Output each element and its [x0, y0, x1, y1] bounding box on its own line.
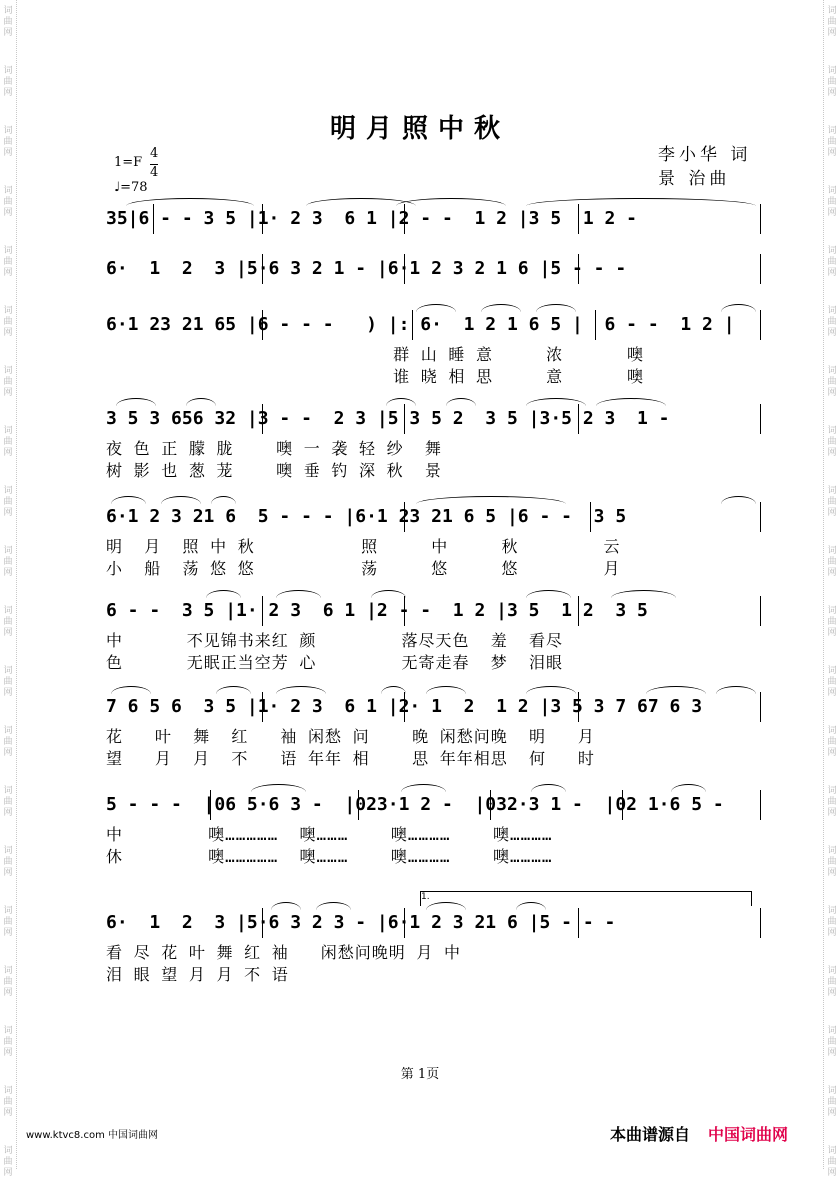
watermark-text: 词 曲 网 — [3, 1026, 13, 1058]
lyrics-line: 色 无眠正当空芳 心 无寄走春 梦 泪眼 — [106, 653, 564, 672]
time-signature-top: 4 — [150, 146, 159, 161]
watermark-text: 词 曲 网 — [827, 906, 837, 938]
watermark-text: 词 曲 网 — [3, 306, 13, 338]
bar-line — [578, 692, 579, 722]
lyrics-line: 夜 色 正 朦 胧 噢 一 袭 轻 纱 舞 — [106, 439, 442, 458]
watermark-text: 词 曲 网 — [3, 426, 13, 458]
bar-line — [578, 204, 579, 234]
bar-line — [760, 204, 761, 234]
watermark-text: 词 曲 网 — [827, 486, 837, 518]
time-signature-bottom: 4 — [150, 165, 159, 180]
lyricist-credit: 李小华 词 — [658, 145, 752, 165]
right-watermark-strip — [823, 0, 840, 1178]
score-system — [106, 598, 766, 674]
lyrics-line: 树 影 也 葱 茏 噢 垂 钓 深 秋 景 — [106, 461, 442, 480]
lyrics-line: 花 叶 舞 红 袖 闲愁 问 晚 闲愁问晚 明 月 — [106, 727, 595, 746]
slur-mark — [271, 902, 301, 910]
slur-mark — [316, 902, 351, 910]
bar-line — [262, 692, 263, 722]
slur-mark — [216, 686, 251, 694]
slur-mark — [116, 398, 156, 406]
watermark-text: 词 曲 网 — [3, 126, 13, 158]
slur-mark — [276, 686, 326, 694]
watermark-text: 词 曲 网 — [827, 186, 837, 218]
bar-line — [578, 596, 579, 626]
watermark-text: 词 曲 网 — [827, 666, 837, 698]
watermark-text: 词 曲 网 — [827, 726, 837, 758]
notation-line: 6· 1 2 3 |5·6 3 2 3 - |6·1 2 3 21 6 |5 - - - — [106, 912, 616, 933]
score-system — [106, 504, 766, 580]
slur-mark — [401, 784, 446, 792]
watermark-text: 词 曲 网 — [827, 1026, 837, 1058]
lyrics-line: 谁 晓 相 思 意 噢 — [106, 367, 644, 386]
bar-line — [760, 790, 761, 820]
footer-site-url: www.ktvc8.com 中国词曲网 — [26, 1130, 159, 1141]
bar-line — [404, 502, 405, 532]
score-system — [106, 312, 766, 388]
watermark-text: 词 曲 网 — [3, 66, 13, 98]
watermark-text: 词 曲 网 — [827, 246, 837, 278]
left-watermark-strip — [0, 0, 17, 1178]
bar-line — [590, 502, 591, 532]
slur-mark — [251, 784, 306, 792]
lyrics-line: 明 月 照 中 秋 照 中 秋 云 — [106, 537, 621, 556]
footer-source — [610, 1122, 788, 1145]
bar-line — [404, 692, 405, 722]
watermark-text: 词 曲 网 — [3, 846, 13, 878]
bar-line — [262, 254, 263, 284]
bar-line — [622, 790, 623, 820]
watermark-text: 词 曲 网 — [827, 546, 837, 578]
slur-mark — [526, 686, 576, 694]
notation-line: 6·1 23 21 65 |6 - - - ) |: 6· 1 2 1 6 5 | 6 - - 1 2 | — [106, 314, 735, 335]
watermark-text: 词 曲 网 — [827, 966, 837, 998]
score-system — [106, 792, 766, 868]
watermark-text: 词 曲 网 — [827, 606, 837, 638]
slur-mark — [386, 398, 416, 406]
watermark-text: 词 曲 网 — [3, 486, 13, 518]
watermark-text: 词 曲 网 — [3, 366, 13, 398]
bar-line — [153, 204, 154, 234]
footer-brand-link[interactable]: 中国词曲网 — [708, 1125, 789, 1144]
notation-line: 3 5 3 656 32 |3 - - 2 3 |5 3 5 2 3 5 |3·5 2 3 1 - — [106, 408, 670, 429]
slur-mark — [381, 686, 406, 694]
watermark-text: 词 曲 网 — [827, 426, 837, 458]
bar-line — [404, 404, 405, 434]
bar-line — [404, 908, 405, 938]
bar-line — [358, 790, 359, 820]
watermark-text: 词 曲 网 — [827, 1146, 837, 1178]
notation-line: 5 - - - |06 5·6 3 - |023·1 2 - |032·3 1 - |02 1·6 5 - — [106, 794, 724, 815]
notation-line: 35|6 - - 3 5 |1· 2 3 6 1 |2 - - 1 2 |3 5 1 2 - — [106, 208, 638, 229]
slur-mark — [206, 590, 241, 598]
watermark-text: 词 曲 网 — [3, 666, 13, 698]
slur-mark — [526, 590, 571, 598]
score-system — [106, 406, 766, 482]
watermark-text: 词 曲 网 — [827, 126, 837, 158]
watermark-text: 词 曲 网 — [3, 1086, 13, 1118]
slur-mark — [416, 496, 566, 504]
slur-mark — [416, 304, 456, 312]
bar-line — [578, 254, 579, 284]
bar-line — [404, 204, 405, 234]
watermark-text: 词 曲 网 — [3, 906, 13, 938]
watermark-text: 词 曲 网 — [3, 606, 13, 638]
watermark-text: 词 曲 网 — [827, 786, 837, 818]
bar-line — [262, 908, 263, 938]
bar-line — [595, 310, 596, 340]
bar-line — [760, 596, 761, 626]
notation-line: 6·1 2 3 21 6 5 - - - |6·1 23 21 6 5 |6 - - 3 5 — [106, 506, 627, 527]
watermark-text: 词 曲 网 — [827, 366, 837, 398]
slur-mark — [111, 496, 146, 504]
lyrics-line: 休 噢…………… 噢……… 噢………… 噢………… — [106, 847, 553, 866]
footer-source-text: 本曲谱源自 — [610, 1125, 691, 1144]
watermark-text: 词 曲 网 — [3, 186, 13, 218]
slur-mark — [721, 304, 756, 312]
bar-line — [262, 404, 263, 434]
bar-line — [412, 310, 413, 340]
slur-mark — [426, 686, 466, 694]
slur-mark — [161, 496, 201, 504]
volta-label: 1. — [421, 892, 430, 902]
slur-mark — [446, 398, 476, 406]
watermark-text: 词 曲 网 — [827, 1086, 837, 1118]
page-number: 第 1页 — [400, 1067, 440, 1082]
watermark-text: 词 曲 网 — [827, 66, 837, 98]
slur-mark — [531, 784, 566, 792]
slur-mark — [596, 398, 666, 406]
bar-line — [760, 908, 761, 938]
watermark-text: 词 曲 网 — [3, 966, 13, 998]
slur-mark — [186, 398, 216, 406]
score-system — [106, 256, 766, 282]
slur-mark — [716, 686, 756, 694]
key-signature: 1=F — [114, 155, 143, 170]
watermark-text: 词 曲 网 — [3, 6, 13, 38]
score-system — [106, 206, 766, 232]
bar-line — [262, 310, 263, 340]
watermark-text: 词 曲 网 — [3, 786, 13, 818]
slur-mark — [526, 398, 586, 406]
bar-line — [760, 502, 761, 532]
lyrics-line: 望 月 月 不 语 年年 相 思 年年相思 何 时 — [106, 749, 595, 768]
bar-line — [490, 790, 491, 820]
slur-mark — [211, 496, 236, 504]
bar-line — [760, 254, 761, 284]
tempo-marking: ♩=78 — [114, 180, 148, 195]
slur-mark — [646, 686, 706, 694]
slur-mark — [111, 686, 151, 694]
slur-mark — [526, 198, 756, 206]
score-system — [106, 910, 766, 986]
lyrics-line: 看 尽 花 叶 舞 红 袖 闲愁问晚明 月 中 — [106, 943, 461, 962]
slur-mark — [671, 784, 706, 792]
watermark-text: 词 曲 网 — [827, 6, 837, 38]
watermark-text: 词 曲 网 — [827, 846, 837, 878]
lyrics-line: 小 船 荡 悠 悠 荡 悠 悠 月 — [106, 559, 621, 578]
slur-mark — [371, 590, 406, 598]
notation-line: 6· 1 2 3 |5·6 3 2 1 - |6·1 2 3 2 1 6 |5 - - - — [106, 258, 627, 279]
first-ending-bracket — [420, 891, 752, 906]
slur-mark — [481, 304, 521, 312]
slur-mark — [126, 198, 254, 206]
bar-line — [262, 204, 263, 234]
slur-mark — [396, 198, 506, 206]
slur-mark — [611, 590, 676, 598]
watermark-text: 词 曲 网 — [827, 306, 837, 338]
bar-line — [578, 404, 579, 434]
bar-line — [760, 404, 761, 434]
bar-line — [760, 310, 761, 340]
slur-mark — [536, 304, 576, 312]
bar-line — [404, 596, 405, 626]
score-system — [106, 694, 766, 770]
bar-line — [262, 596, 263, 626]
lyrics-line: 中 不见锦书来红 颜 落尽天色 羞 看尽 — [106, 631, 564, 650]
bar-line — [578, 908, 579, 938]
notation-line: 7 6 5 6 3 5 |1· 2 3 6 1 |2· 1 2 1 2 |3 5 3 7 67 6 3 — [106, 696, 703, 717]
bar-line — [210, 790, 211, 820]
watermark-text: 词 曲 网 — [3, 246, 13, 278]
lyrics-line: 泪 眼 望 月 月 不 语 — [106, 965, 289, 984]
slur-mark — [721, 496, 756, 504]
watermark-text: 词 曲 网 — [3, 726, 13, 758]
lyrics-line: 中 噢…………… 噢……… 噢………… 噢………… — [106, 825, 553, 844]
composer-credit: 景 治曲 — [658, 169, 731, 189]
bar-line — [760, 692, 761, 722]
notation-line: 6 - - 3 5 |1· 2 3 6 1 |2 - - 1 2 |3 5 1 2 3 5 — [106, 600, 648, 621]
lyrics-line: 群 山 睡 意 浓 噢 — [106, 345, 644, 364]
watermark-text: 词 曲 网 — [3, 1146, 13, 1178]
bar-line — [404, 254, 405, 284]
sheet-title: 明月照中秋 — [329, 114, 510, 144]
slur-mark — [276, 590, 321, 598]
watermark-text: 词 曲 网 — [3, 546, 13, 578]
